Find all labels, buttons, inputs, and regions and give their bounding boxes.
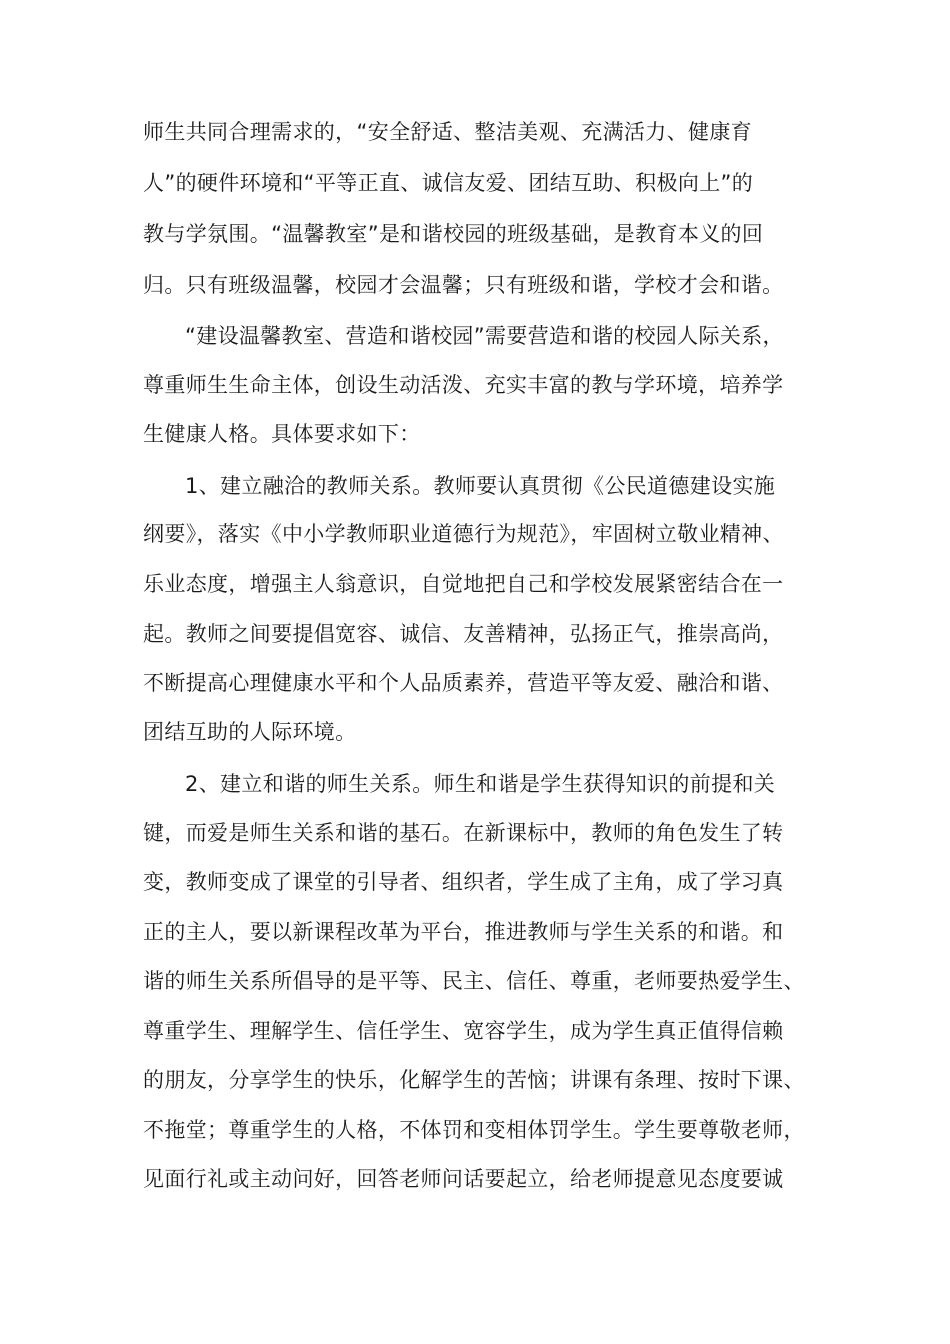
text-line: 的朋友，分享学生的快乐，化解学生的苦恼；讲课有条理、按时下课、 xyxy=(143,1068,805,1092)
paragraph-first-line: “建设温馨教室、营造和谐校园”需要营造和谐的校园人际关系， xyxy=(185,324,784,348)
text-line: 人”的硬件环境和“平等正直、诚信友爱、团结互助、积极向上”的 xyxy=(143,171,754,195)
text-line: 尊重师生生命主体，创设生动活泼、充实丰富的教与学环境，培养学 xyxy=(143,373,784,397)
text-line: 谐的师生关系所倡导的是平等、民主、信任、尊重，老师要热爱学生、 xyxy=(143,969,805,993)
text-line: 教与学氛围。“温馨教室”是和谐校园的班级基础，是教育本义的回 xyxy=(143,222,764,246)
text-line: 纲要》，落实《中小学教师职业道德行为规范》，牢固树立敬业精神、 xyxy=(143,522,784,546)
paragraph-first-line: 2、建立和谐的师生关系。师生和谐是学生获得知识的前提和关 xyxy=(185,772,776,796)
text-line: 起。教师之间要提倡宽容、诚信、友善精神，弘扬正气，推崇高尚， xyxy=(143,622,784,646)
text-line: 乐业态度，增强主人翁意识，自觉地把自己和学校发展紧密结合在一 xyxy=(143,572,784,596)
text-line: 见面行礼或主动问好，回答老师问话要起立，给老师提意见态度要诚 xyxy=(143,1167,784,1191)
text-line: 归。只有班级温馨，校园才会温馨；只有班级和谐，学校才会和谐。 xyxy=(143,273,784,297)
text-line: 尊重学生、理解学生、信任学生、宽容学生，成为学生真正值得信赖 xyxy=(143,1019,784,1043)
text-line: 师生共同合理需求的，“安全舒适、整洁美观、充满活力、健康育 xyxy=(143,120,753,144)
text-line: 正的主人，要以新课程改革为平台，推进教师与学生关系的和谐。和 xyxy=(143,920,784,944)
text-line: 键，而爱是师生关系和谐的基石。在新课标中，教师的角色发生了转 xyxy=(143,821,784,845)
paragraph-first-line: 1、建立融洽的教师关系。教师要认真贯彻《公民道德建设实施 xyxy=(185,474,776,498)
text-line: 生健康人格。具体要求如下： xyxy=(143,422,421,446)
text-line: 变，教师变成了课堂的引导者、组织者，学生成了主角，成了学习真 xyxy=(143,870,784,894)
text-line: 团结互助的人际环境。 xyxy=(143,720,357,744)
text-line: 不拖堂；尊重学生的人格，不体罚和变相体罚学生。学生要尊敬老师， xyxy=(143,1118,805,1142)
text-line: 不断提高心理健康水平和个人品质素养，营造平等友爱、融洽和谐、 xyxy=(143,671,784,695)
